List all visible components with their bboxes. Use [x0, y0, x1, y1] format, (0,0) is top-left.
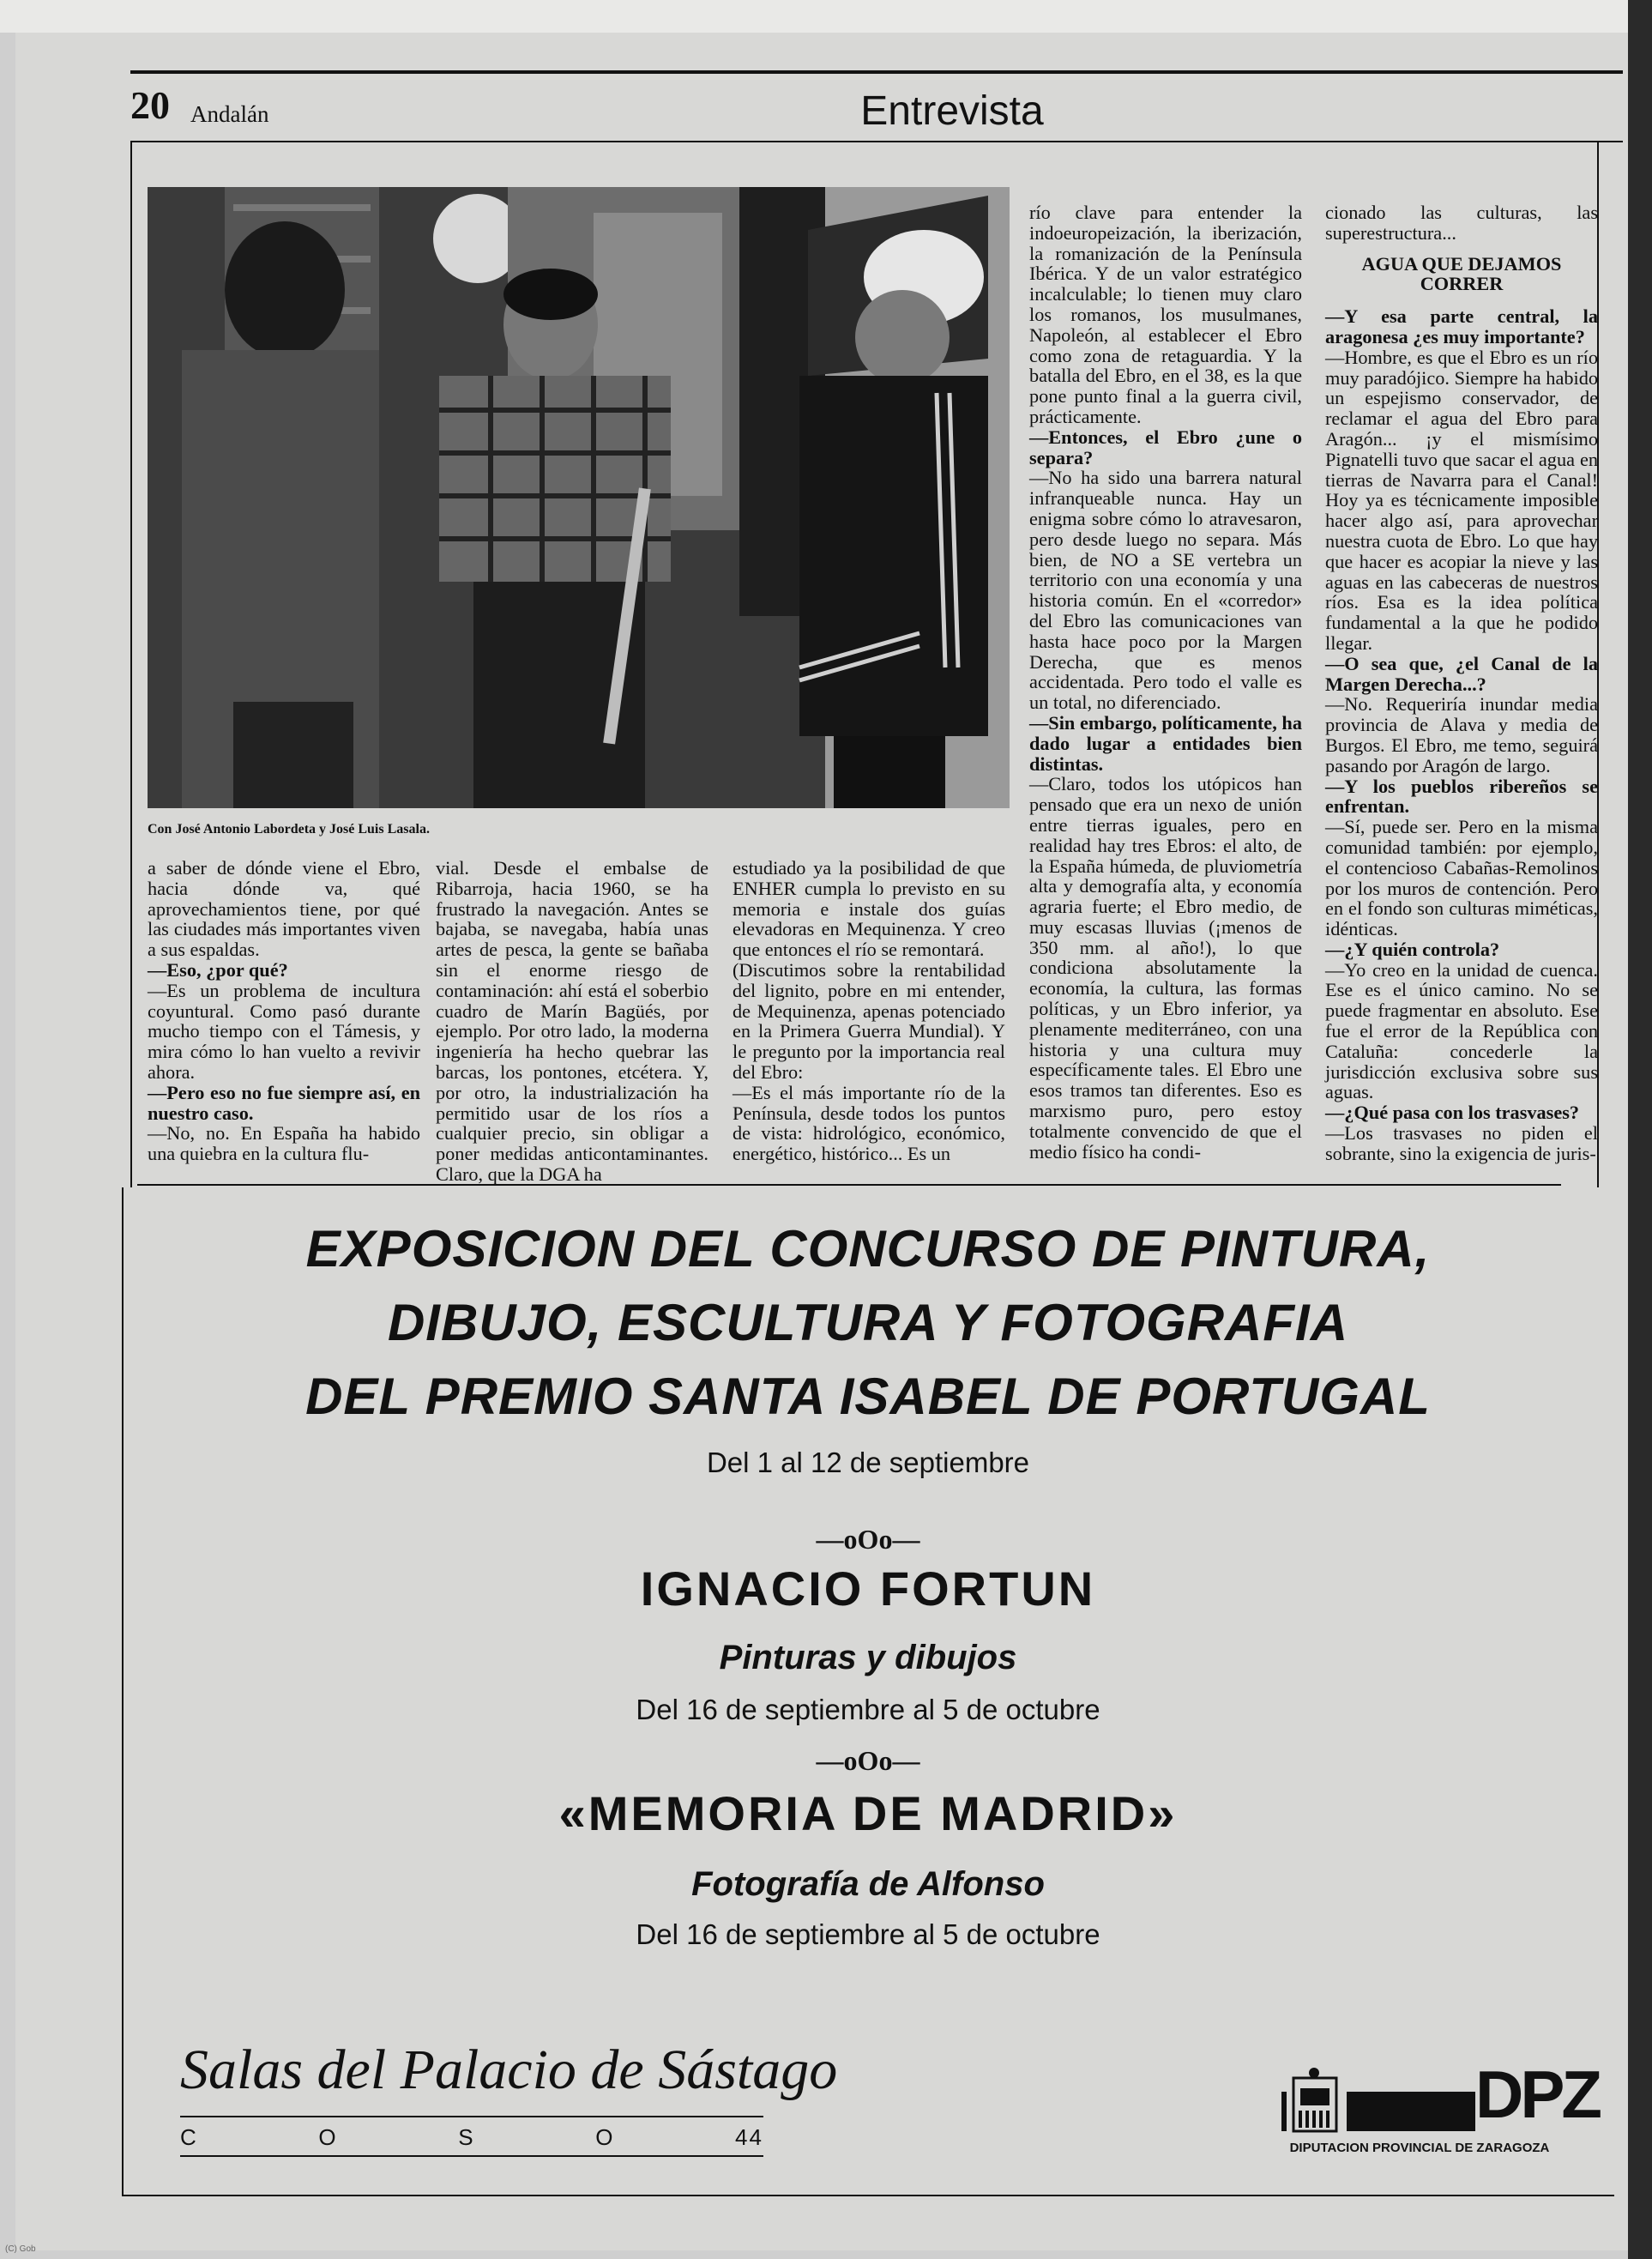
- article-paragraph: —Claro, todos los utópicos han pensado que era un nexo de unión entre tierras iguales, pero en realidad hay tres Ebros: el alto, de la España húmeda, de pluviometría alta y demografía alta, y economía agraria fuerte; el Ebro medio, de muy escasas lluvias (¡menos de 350 mm. al año!), lo que condiciona absolutamente la economía, la cultura, las formas políticas, y un Ebro inferior, ya plenamente mediterráneo, con una historia y una cultura muy específicamente tales. El Ebro une esos tramos tan diferentes. Eso es marxismo puro, pero estoy totalmente convencido de que el medio físico ha condi-: [1029, 773, 1302, 1163]
- address-number: 44: [735, 2124, 763, 2150]
- address-letter: O: [595, 2124, 615, 2150]
- address-letter: S: [458, 2124, 475, 2150]
- sponsor-name: DIPUTACION PROVINCIAL DE ZARAGOZA: [1289, 2141, 1550, 2155]
- article-paragraph: —No, no. En España ha habido una quiebra en la cultura flu-: [148, 1122, 420, 1165]
- address-letter: C: [180, 2124, 198, 2150]
- interview-question: —Y esa parte central, la aragonesa ¿es muy importante?: [1325, 305, 1598, 347]
- ad-heading-line-1: EXPOSICION DEL CONCURSO DE PINTURA,: [305, 1220, 1431, 1277]
- article-paragraph: —No ha sido una barrera natural infranqueable nunca. Hay un enigma sobre cómo lo atravesaron, pero desde luego no separa. Más bien, de NO a SE vertebra un territorio con una economía y una historia común. En el «corredor» del Ebro las comunicaciones van hasta hace poco por la Margen Derecha, que es menos accidentada. Pero todo el valle es un total, no diferenciado.: [1029, 467, 1302, 714]
- article-column-3: [733, 858, 1005, 1164]
- copyright-note: (C) Gob: [5, 2244, 36, 2254]
- scan-top-margin: [0, 0, 1652, 33]
- photo-caption: Con José Antonio Labordeta y José Luis Lasala.: [148, 822, 430, 837]
- article-column-1: [148, 858, 420, 1164]
- section-title: Entrevista: [860, 88, 1044, 134]
- venue-address: [180, 2124, 763, 2151]
- interview-question: —¿Y quién controla?: [1325, 938, 1500, 960]
- article-bottom-rule: [137, 1184, 1561, 1186]
- article-paragraph: (Discutimos sobre la rentabilidad del lignito, pobre en mi entender, de Mequinenza, apenas potenciado en la Primera Guerra Mundial). Y le pregunto por la importancia real del Ebro:: [733, 958, 1005, 1083]
- article-paragraph: a saber de dónde viene el Ebro, hacia dónde va, qué aprovechamientos tiene, por qué las ciudades más importantes viven a sus espaldas.: [148, 857, 420, 961]
- ad-dates-3: Del 16 de septiembre al 5 de octubre: [636, 1918, 1100, 1950]
- page-number: 20: [130, 83, 170, 127]
- dpz-logo: [1278, 2057, 1599, 2135]
- interview-question: —Eso, ¿por qué?: [148, 958, 288, 981]
- column-5-intro: cionado las culturas, las superestructura...: [1325, 202, 1598, 244]
- venue-rule-bottom: [180, 2155, 763, 2157]
- article-paragraph: —Hombre, es que el Ebro es un río muy paradójico. Siempre ha habido un espejismo conservador, de reclamar el agua del Ebro para Aragón... ¡y el mismísimo Pignatelli tuvo que sacar el agua en tierras de Navarra para el Canal! Hoy ya es técnicamente imposible hacer algo así, para aprovechar nuestra cuota de Ebro. Lo que hay que hacer es acopiar la nieve y las aguas en las cabeceras de nuestros ríos. Esa es la idea política fundamental a la que he podido llegar.: [1325, 346, 1598, 654]
- article-paragraph: río clave para entender la indoeuropeización, la iberización, la romanización de la Península Ibérica. Y de un valor estratégico incalculable; lo tienen muy claro los romanos, los musulmanes, Napoleón, al establecer el Ebro como zona de retaguardia. Y la batalla del Ebro, en el 38, es la que pone punto final a la guerra civil, prácticamente.: [1029, 202, 1302, 427]
- photo-three-men-icon: [148, 187, 1010, 808]
- top-rule: [130, 70, 1623, 74]
- article-column-5: [1325, 202, 1598, 1164]
- article-paragraph: —Es un problema de incultura coyuntural. Como pasó durante mucho tiempo con el Támesis, y mira cómo lo han vuelto a revivir ahora.: [148, 979, 420, 1083]
- scan-right-edge: [1628, 0, 1652, 2259]
- article-paragraph: —Los trasvases no piden el sobrante, sino la exigencia de juris-: [1325, 1122, 1598, 1164]
- ad-separator-2: —oOo—: [816, 1745, 920, 1776]
- interview-question: —Pero eso no fue siempre así, en nuestro caso.: [148, 1081, 420, 1124]
- article-paragraph: —No. Requeriría inundar media provincia de Alava y media de Burgos. El Ebro, me temo, seguirá pasando por Aragón de largo.: [1325, 693, 1598, 776]
- article-paragraph: —Yo creo en la unidad de cuenca. Ese es el único camino. No se puede fragmentar en absoluto. Ese fue el error de la República con Cataluña: concederle la jurisdicción exclusiva sobre sus aguas.: [1325, 958, 1598, 1103]
- ad-artist-2-subtitle: Fotografía de Alfonso: [691, 1865, 1045, 1903]
- article-paragraph: —Sí, puede ser. Pero en la misma comunidad también: por ejemplo, el contencioso Cabañas-Remolinos por los muros de contención. Pero en el fondo son culturas miméticas, idénticas.: [1325, 816, 1598, 940]
- column-5-body: [1325, 306, 1598, 1163]
- venue-name: Salas del Palacio de Sástago: [180, 2039, 838, 2101]
- interview-question: —O sea que, ¿el Canal de la Margen Derecha...?: [1325, 652, 1598, 695]
- interview-photo: [148, 187, 1010, 808]
- ad-dates-1: Del 1 al 12 de septiembre: [706, 1447, 1030, 1478]
- ad-heading-line-3: DEL PREMIO SANTA ISABEL DE PORTUGAL: [305, 1368, 1431, 1425]
- article-paragraph: vial. Desde el embalse de Ribarroja, hacia 1960, se ha frustrado la navegación. Antes se bajaba, se navegaba, había unas artes de pesca, la gente se bañaba sin el enorme riesgo de contaminación: ahí está el soberbio cuadro de Marín Bagüés, por ejemplo. Por otro lado, la moderna ingeniería ha hecho quebrar las barcas, los pontones, etcétera. Y, por otro, la industrialización ha permitido usar de los ríos a cualquier precio, sin obligar a poner medidas anticontaminantes. Claro, que la DGA ha: [436, 857, 708, 1185]
- ad-dates-2: Del 16 de septiembre al 5 de octubre: [636, 1694, 1100, 1725]
- ad-artist-1: IGNACIO FORTUN: [640, 1561, 1096, 1616]
- header-rule: [130, 141, 1623, 142]
- interview-question: —¿Qué pasa con los trasvases?: [1325, 1102, 1580, 1124]
- ad-separator-1: —oOo—: [816, 1524, 920, 1555]
- article-column-2: [436, 858, 708, 1185]
- interview-question: —Sin embargo, políticamente, ha dado lugar a entidades bien distintas.: [1029, 711, 1302, 775]
- subheading: AGUA QUE DEJAMOS CORRER: [1361, 252, 1562, 295]
- interview-question: —Entonces, el Ebro ¿une o separa?: [1029, 426, 1302, 468]
- ad-frame-bottom: [122, 2195, 1614, 2196]
- interview-question: —Y los pueblos ribereños se enfrentan.: [1325, 775, 1598, 818]
- article-paragraph: estudiado ya la posibilidad de que ENHER cumpla lo previsto en su memoria e instale dos guías elevadoras en Mequinenza. Y creo que entonces el río se remontará.: [733, 857, 1005, 961]
- venue-rule-top: [180, 2116, 763, 2117]
- address-letter: O: [318, 2124, 338, 2150]
- ad-artist-2: «MEMORIA DE MADRID»: [558, 1786, 1178, 1840]
- publication-name: Andalán: [190, 101, 269, 127]
- article-column-4: [1029, 202, 1302, 1162]
- dpz-logo-letters: DPZ: [1475, 2057, 1599, 2132]
- frame-left: [130, 141, 132, 1187]
- article-paragraph: —Es el más importante río de la Península, desde todos los puntos de vista: hidrológico, económico, energético, histórico... Es un: [733, 1081, 1005, 1165]
- ad-artist-1-subtitle: Pinturas y dibujos: [719, 1639, 1017, 1676]
- ad-heading-line-2: DIBUJO, ESCULTURA Y FOTOGRAFIA: [387, 1294, 1349, 1351]
